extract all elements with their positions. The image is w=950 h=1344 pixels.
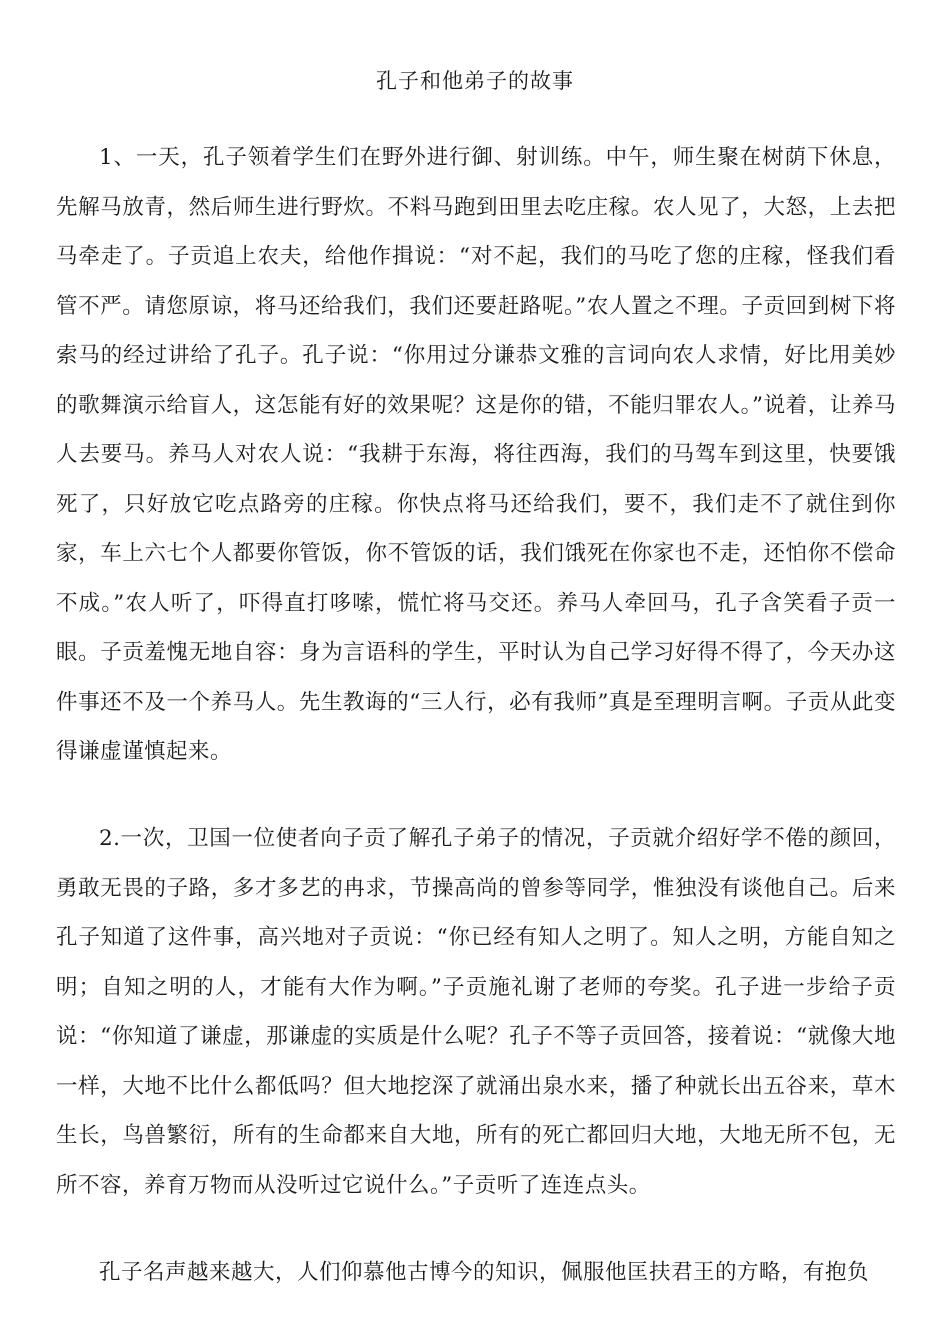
paragraph-story-2: 2.一次，卫国一位使者向子贡了解孔子弟子的情况，子贡就介绍好学不倦的颜回，勇敢无畏的子路，多才多艺的冉求，节操高尚的曾参等同学，惟独没有谈他自己。后来孔子知道了这件事，高兴地对子贡说：“你已经有知人之明了。知人之明，方能自知之明；自知之明的人，才能有大作为啊。”子贡施礼谢了老师的夸奖。孔子进一步给子贡说：“你知道了谦虚，那谦虚的实质是什么呢？孔子不等子贡回答，接着说：“就像大地一样，大地不比什么都低吗？但大地挖深了就涌出泉水来，播了种就长出五谷来，草木生长，鸟兽繁衍，所有的生命都来自大地，所有的死亡都回归大地，大地无所不包，无所不容，养育万物而从没听过它说什么。”子贡听了连连点头。 xyxy=(56,826,896,1198)
document-title: 孔子和他弟子的故事 xyxy=(376,69,574,93)
paragraph-story-3: 孔子名声越来越大，人们仰慕他古博今的知识，佩服他匡扶君王的方略，有抱负 xyxy=(99,1260,870,1285)
paragraph-story-1: 1、一天，孔子领着学生们在野外进行御、射训练。中午，师生聚在树荫下休息，先解马放青，然后师生进行野炊。不料马跑到田里去吃庄稼。农人见了，大怒，上去把马牵走了。子贡追上农夫，给他作揖说：“对不起，我们的马吃了您的庄稼，怪我们看管不严。请您原谅，将马还给我们，我们还要赶路呢。”农人置之不理。子贡回到树下将索马的经过讲给了孔子。孔子说：“你用过分谦恭文雅的言词向农人求情，好比用美妙的歌舞演示给盲人，这怎能有好的效果呢？这是你的错，不能归罪农人。”说着，让养马人去要马。养马人对农人说：“我耕于东海，将往西海，我们的马驾车到这里，快要饿死了，只好放它吃点路旁的庄稼。你快点将马还给我们，要不，我们走不了就住到你家，车上六七个人都要你管饭，你不管饭的话，我们饿死在你家也不走，还怕你不偿命不成。”农人听了，吓得直打哆嗦，慌忙将马交还。养马人牵回马，孔子含笑看子贡一眼。子贡羞愧无地自容：身为言语科的学生，平时认为自己学习好得不得了，今天办这件事还不及一个养马人。先生教诲的“三人行，必有我师”真是至理明言啊。子贡从此变得谦虚谨慎起来。 xyxy=(56,145,896,764)
